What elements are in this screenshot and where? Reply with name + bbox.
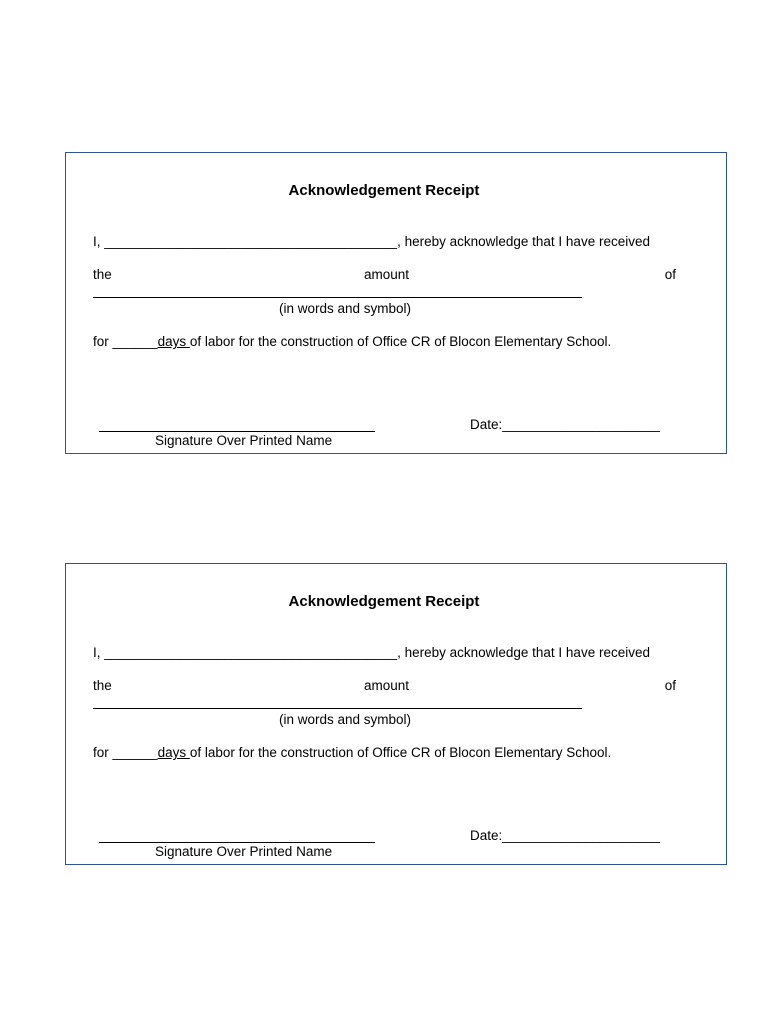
acknowledgement-receipt-1 — [65, 152, 727, 454]
labor-prefix: for ______ — [93, 334, 158, 349]
labor-prefix: for ______ — [93, 745, 158, 760]
signature-label: Signature Over Printed Name — [155, 433, 333, 448]
receipt-line-labor — [93, 745, 611, 760]
receipt-line-recipient: I, _______________________________________, hereby acknowledge that I have received — [93, 645, 650, 660]
amount-note: (in words and symbol) — [279, 712, 412, 727]
signature-line — [99, 842, 375, 843]
amount-blank-line — [93, 708, 582, 709]
word-of: of — [664, 678, 676, 693]
days-word: days — [157, 334, 190, 349]
signature-line — [99, 431, 375, 432]
receipt-title: Acknowledgement Receipt — [288, 593, 480, 610]
word-the: the — [93, 267, 112, 282]
acknowledgement-receipt-2 — [65, 563, 727, 865]
amount-blank-line — [93, 297, 582, 298]
date-field: Date:_____________________ — [470, 828, 660, 843]
signature-label: Signature Over Printed Name — [155, 844, 333, 859]
amount-note: (in words and symbol) — [279, 301, 412, 316]
receipt-line-recipient: I, _______________________________________, hereby acknowledge that I have received — [93, 234, 650, 249]
labor-suffix: of labor for the construction of Office CR of Blocon Elementary School. — [189, 745, 612, 760]
days-word: days — [157, 745, 190, 760]
word-of: of — [664, 267, 676, 282]
receipt-line-labor — [93, 334, 611, 349]
labor-suffix: of labor for the construction of Office CR of Blocon Elementary School. — [189, 334, 612, 349]
date-field: Date:_____________________ — [470, 417, 660, 432]
word-amount: amount — [364, 678, 410, 693]
word-the: the — [93, 678, 112, 693]
word-amount: amount — [364, 267, 410, 282]
receipt-title: Acknowledgement Receipt — [288, 182, 480, 199]
